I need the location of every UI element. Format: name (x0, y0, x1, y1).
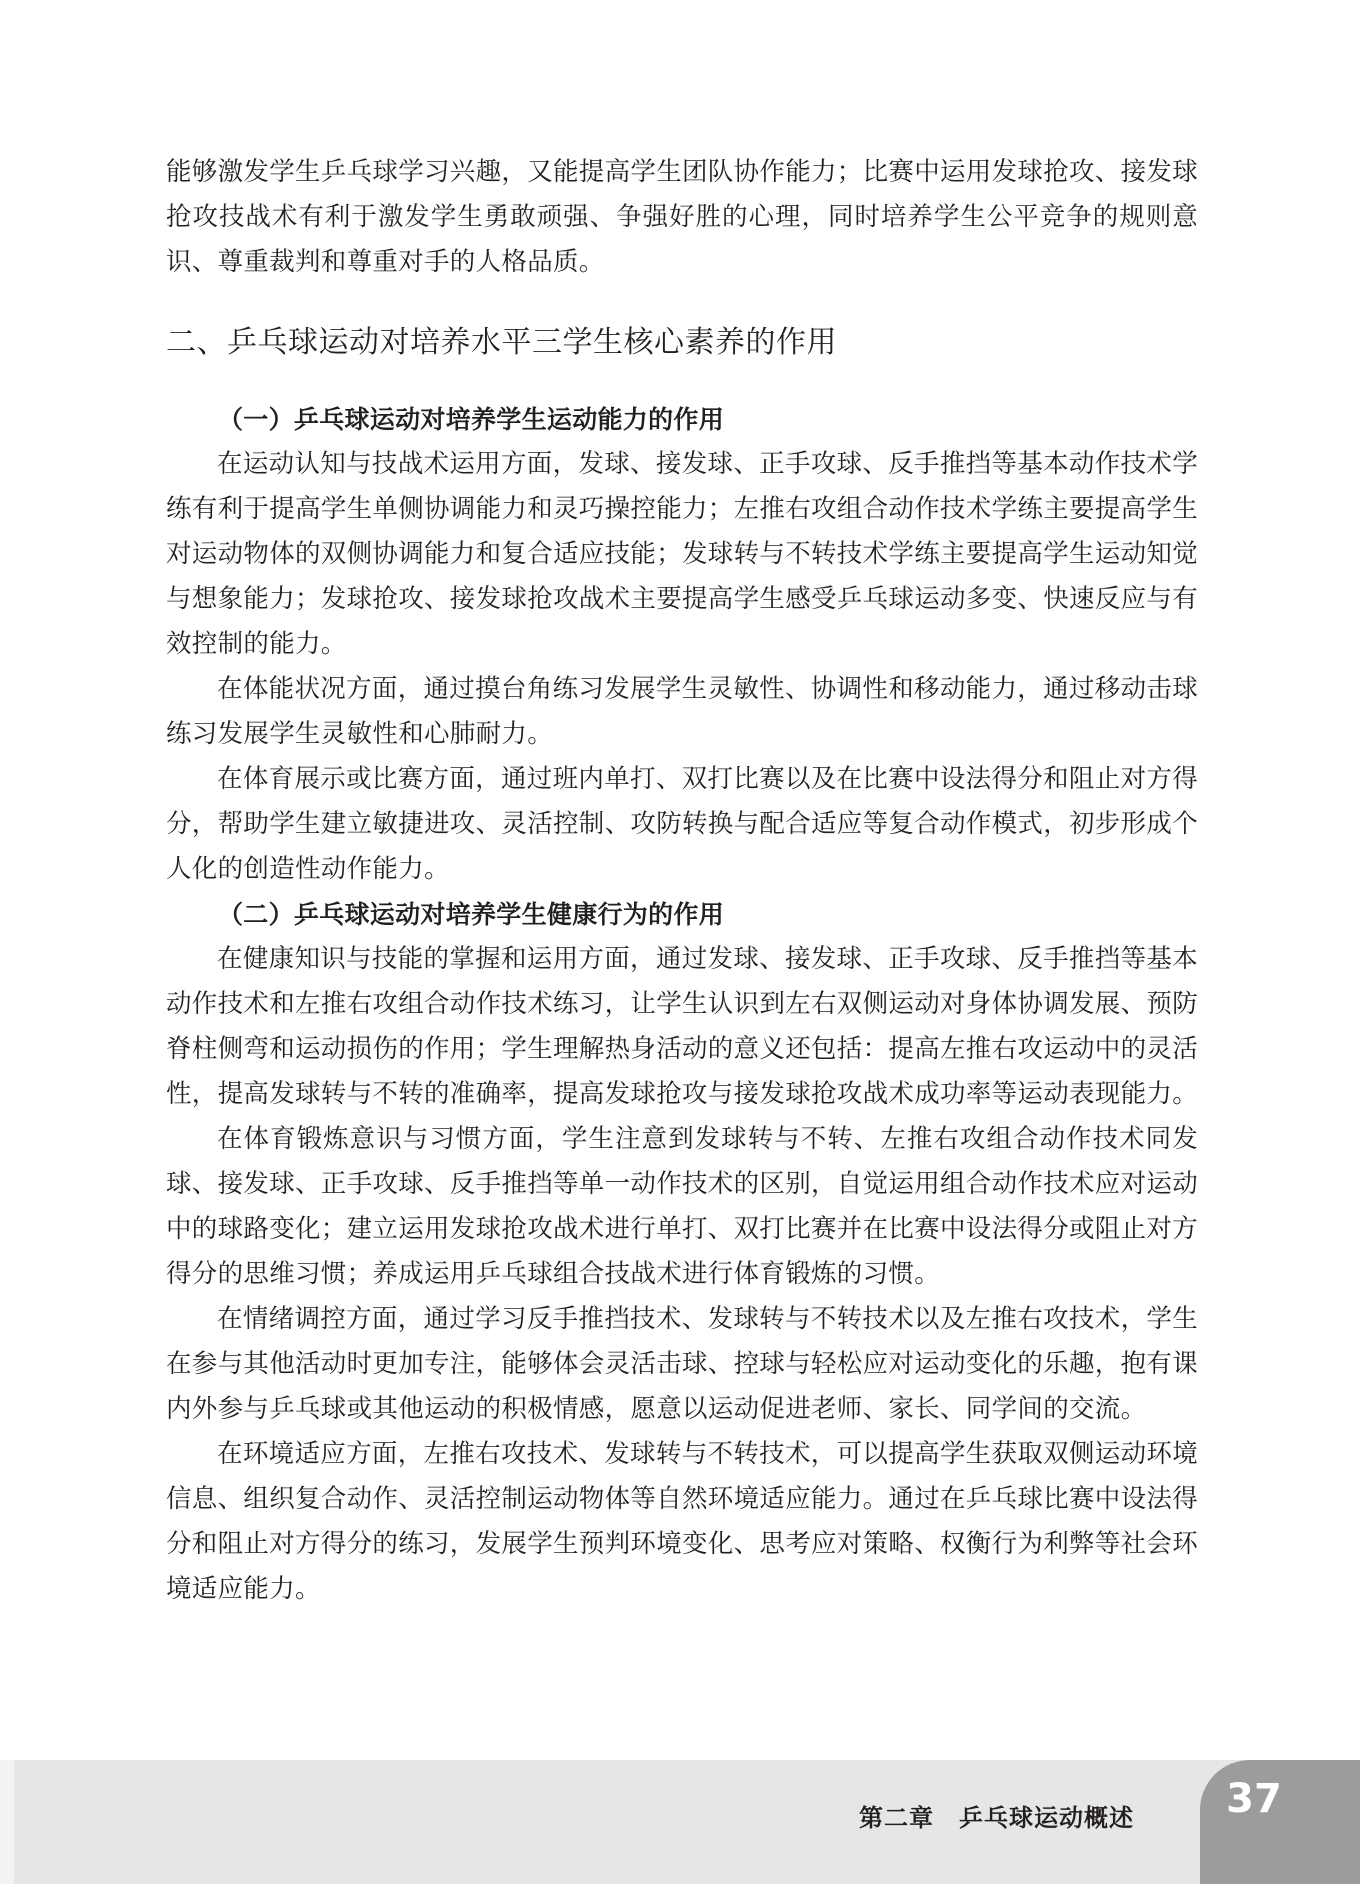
page-number-tab (1200, 1760, 1360, 1884)
subsection-heading-2: （二）乒乓球运动对培养学生健康行为的作用 (218, 900, 725, 929)
paragraph-physical-fitness: 在体能状况方面，通过摸台角练习发展学生灵敏性、协调性和移动能力，通过移动击球练习发展学生灵敏性和心肺耐力。 (166, 674, 1198, 749)
page-number: 37 (1226, 1776, 1282, 1822)
paragraph-health-knowledge: 在健康知识与技能的掌握和运用方面，通过发球、接发球、正手攻球、反手推挡等基本动作技术和左推右攻组合动作技术练习，让学生认识到左右双侧运动对身体协调发展、预防脊柱侧弯和运动损伤的作用；学生理解热身活动的意义还包括：提高左推右攻运动中的灵活性，提高发球转与不转的准确率，提高发球抢攻与接发球抢攻战术成功率等运动表现能力。 (166, 944, 1199, 1109)
page-content (166, 150, 1198, 1612)
paragraph-emotion-control: 在情绪调控方面，通过学习反手推挡技术、发球转与不转技术以及左推右攻技术，学生在参与其他活动时更加专注，能够体会灵活击球、控球与轻松应对运动变化的乐趣，抱有课内外参与乒乓球或其他运动的积极情感，愿意以运动促进老师、家长、同学间的交流。 (166, 1304, 1199, 1424)
chapter-label: 第二章 乒乓球运动概述 (859, 1804, 1134, 1832)
paragraph-motor-cognition: 在运动认知与技战术运用方面，发球、接发球、正手攻球、反手推挡等基本动作技术学练有利于提高学生单侧协调能力和灵巧操控能力；左推右攻组合动作技术学练主要提高学生对运动物体的双侧协调能力和复合适应技能；发球转与不转技术学练主要提高学生运动知觉与想象能力；发球抢攻、接发球抢攻战术主要提高学生感受乒乓球运动多变、快速反应与有效控制的能力。 (166, 449, 1199, 659)
page-footer (0, 1760, 1360, 1884)
intro-paragraph: 能够激发学生乒乓球学习兴趣，又能提高学生团队协作能力；比赛中运用发球抢攻、接发球抢攻技战术有利于激发学生勇敢顽强、争强好胜的心理，同时培养学生公平竞争的规则意识、尊重裁判和尊重对手的人格品质。 (166, 157, 1199, 277)
section-heading: 二、乒乓球运动对培养水平三学生核心素养的作用 (166, 325, 837, 360)
paragraph-environment-adaptation: 在环境适应方面，左推右攻技术、发球转与不转技术，可以提高学生获取双侧运动环境信息、组织复合动作、灵活控制运动物体等自然环境适应能力。通过在乒乓球比赛中设法得分和阻止对方得分的练习，发展学生预判环境变化、思考应对策略、权衡行为利弊等社会环境适应能力。 (166, 1439, 1199, 1604)
subsection-heading-1: （一）乒乓球运动对培养学生运动能力的作用 (218, 405, 725, 434)
paragraph-exercise-habits: 在体育锻炼意识与习惯方面，学生注意到发球转与不转、左推右攻组合动作技术同发球、接发球、正手攻球、反手推挡等单一动作技术的区别，自觉运用组合动作技术应对运动中的球路变化；建立运用发球抢攻战术进行单打、双打比赛并在比赛中设法得分或阻止对方得分的思维习惯；养成运用乒乓球组合技战术进行体育锻炼的习惯。 (166, 1124, 1199, 1289)
paragraph-competition: 在体育展示或比赛方面，通过班内单打、双打比赛以及在比赛中设法得分和阻止对方得分，帮助学生建立敏捷进攻、灵活控制、攻防转换与配合适应等复合动作模式，初步形成个人化的创造性动作能力。 (166, 764, 1199, 884)
